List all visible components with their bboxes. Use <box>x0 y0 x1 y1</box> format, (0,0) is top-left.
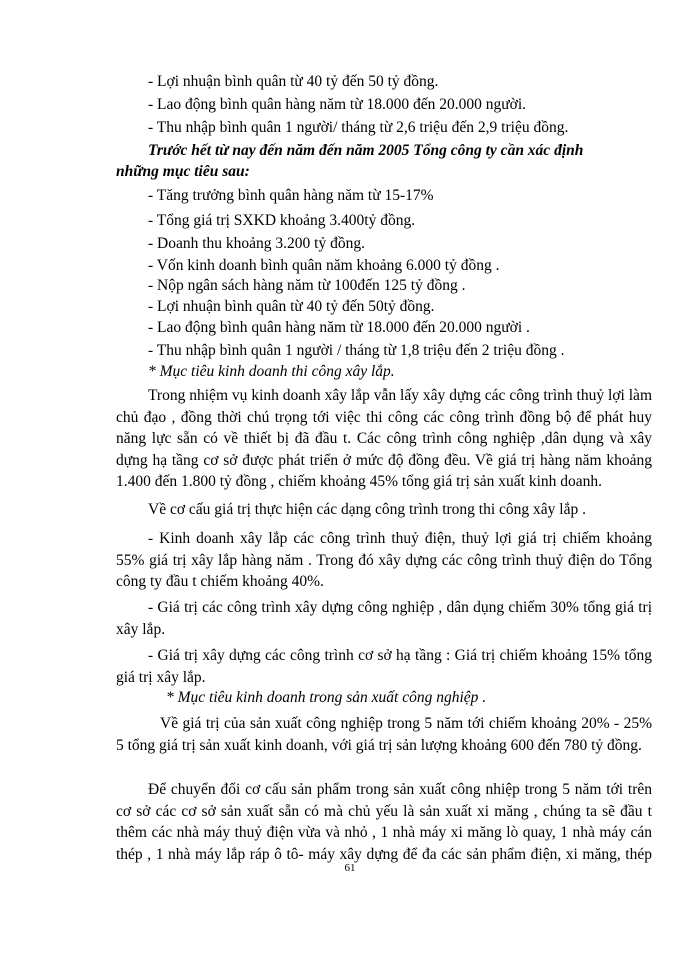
goal-item: - Vốn kinh doanh bình quân năm khoảng 6.000 tỷ đồng . <box>148 257 500 274</box>
goal-item: - Lợi nhuận bình quân từ 40 tỷ đến 50tỷ đồng. <box>148 298 435 315</box>
goal-item: - Nộp ngân sách hàng năm từ 100đến 125 tỷ đồng . <box>148 277 466 294</box>
construction-paragraph: Trong nhiệm vụ kinh doanh xây lắp vẫn lấy xây dựng các công trình thuỷ lợi làm chủ đạo , đồng thời chú trọng tới việc thi công các công trình đồng bộ để phát huy năng lực sẵn có về thiết bị đã đầu t. Các công trình công nghiệp ,dân dụng và xây dựng hạ tầng cơ sở được phát triển ở mức độ đồng đều. Về giá trị hàng năm khoảng 1.400 đến 1.800 tỷ đồng , chiếm khoảng 45% tổng giá trị sản xuất kinh doanh. <box>116 387 652 490</box>
page-number: 61 <box>344 862 356 874</box>
goals-heading-line-1: Trước hết từ nay đến năm đến năm 2005 Tổng công ty cần xác định <box>148 142 584 159</box>
goal-item: - Tổng giá trị SXKD khoảng 3.400tỷ đồng. <box>148 212 416 229</box>
hydro-paragraph: - Kinh doanh xây lắp các công trình thuỷ điện, thuỷ lợi giá trị chiếm khoảng 55% giá trị xây lắp hàng năm . Trong đó xây dựng các công trình thuỷ điện do Tổng công ty đầu t chiếm khoảng 40%. <box>116 530 652 590</box>
goal-item: - Doanh thu khoảng 3.200 tỷ đồng. <box>148 235 365 252</box>
labor-line: - Lao động bình quân hàng năm từ 18.000 đến 20.000 người. <box>148 96 527 113</box>
goals-heading-line-2: những mục tiêu sau: <box>116 163 250 180</box>
income-line: - Thu nhập bình quân 1 người/ tháng từ 2,6 triệu đến 2,9 triệu đồng. <box>148 119 569 136</box>
construction-subheading: * Mục tiêu kinh doanh thi công xây lắp. <box>148 363 395 380</box>
industry-subheading: * Mục tiêu kinh doanh trong sản xuất công nghiệp . <box>166 689 487 706</box>
industry-paragraph: - Giá trị các công trình xây dựng công nghiệp , dân dụng chiếm 30% tổng giá trị xây lắp. <box>116 599 652 638</box>
goal-item: - Tăng trưởng bình quân hàng năm từ 15-17% <box>148 187 434 204</box>
structure-line: Về cơ cấu giá trị thực hiện các dạng công trình trong thi công xây lắp . <box>148 501 586 518</box>
goal-item: - Lao động bình quân hàng năm từ 18.000 đến 20.000 người . <box>148 319 530 336</box>
product-shift-paragraph: Để chuyển đổi cơ cấu sản phẩm trong sản xuất công nhiệp trong 5 năm tới trên cơ sở các cơ sở sản xuất sẵn có mà chủ yếu là sản xuất xi măng , chúng ta sẽ đầu t thêm các nhà máy thuỷ điện vừa và nhỏ , 1 nhà máy xi măng lò quay, 1 nhà máy cán thép , 1 nhà máy lắp ráp ô tô- máy xây dựng để đa các sản phẩm điện, xi măng, thép <box>116 781 652 863</box>
goal-item: - Thu nhập bình quân 1 người / tháng từ 1,8 triệu đến 2 triệu đồng . <box>148 342 565 359</box>
profit-line: - Lợi nhuận bình quân từ 40 tỷ đến 50 tỷ đồng. <box>148 73 439 90</box>
infrastructure-paragraph: - Giá trị xây dựng các công trình cơ sở hạ tầng : Giá trị chiếm khoảng 15% tổng giá trị xây lắp. <box>116 647 652 686</box>
industry-value-paragraph: Về giá trị của sản xuất công nghiệp trong 5 năm tới chiếm khoảng 20% - 25% 5 tổng giá trị sản xuất kinh doanh, với giá trị sản lượng khoảng 600 đến 780 tỷ đồng. <box>116 715 652 754</box>
